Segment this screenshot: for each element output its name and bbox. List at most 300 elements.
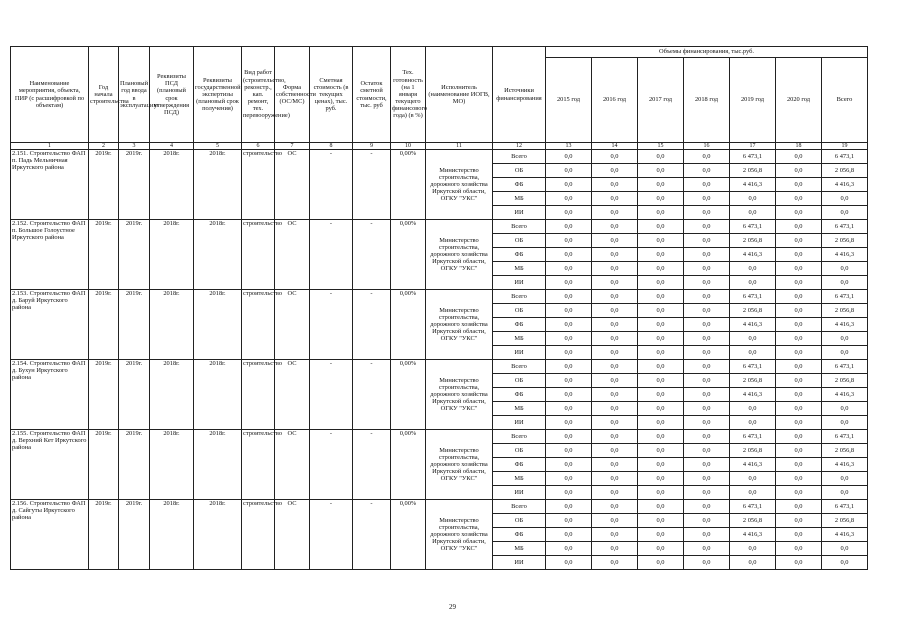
amount-year: 0,0 xyxy=(776,318,822,332)
amount-year: 0,0 xyxy=(546,192,592,206)
amount-year: 4 416,3 xyxy=(730,458,776,472)
amount-year: 4 416,3 xyxy=(730,318,776,332)
start-year: 2019г. xyxy=(89,360,119,430)
amount-year: 0,0 xyxy=(592,430,638,444)
amount-year: 0,0 xyxy=(638,220,684,234)
ownership: ОС xyxy=(275,290,310,360)
readiness: 0,00% xyxy=(391,500,426,570)
amount-total: 0,0 xyxy=(822,416,868,430)
amount-year: 6 473,1 xyxy=(730,430,776,444)
column-number: 13 xyxy=(546,143,592,150)
amount-year: 0,0 xyxy=(546,388,592,402)
amount-year: 0,0 xyxy=(730,556,776,570)
amount-year: 0,0 xyxy=(684,416,730,430)
amount-year: 0,0 xyxy=(776,374,822,388)
amount-year: 0,0 xyxy=(592,164,638,178)
amount-year: 0,0 xyxy=(684,486,730,500)
amount-year: 0,0 xyxy=(684,276,730,290)
amount-year: 0,0 xyxy=(776,206,822,220)
expertise-date: 2018г. xyxy=(194,430,242,500)
amount-year: 0,0 xyxy=(730,332,776,346)
amount-year: 0,0 xyxy=(638,374,684,388)
funding-source: Всего xyxy=(493,360,546,374)
amount-total: 2 056,8 xyxy=(822,514,868,528)
col-header-year: 2016 год xyxy=(592,58,638,143)
estimated-cost: - xyxy=(310,500,353,570)
work-type: строительство xyxy=(242,220,275,290)
object-name: 2.156. Строительство ФАП д. Сайгуты Иркутского района xyxy=(11,500,89,570)
amount-total: 4 416,3 xyxy=(822,528,868,542)
amount-year: 0,0 xyxy=(776,164,822,178)
funding-source: ИИ xyxy=(493,206,546,220)
amount-year: 6 473,1 xyxy=(730,290,776,304)
funding-source: ФБ xyxy=(493,318,546,332)
amount-year: 0,0 xyxy=(684,374,730,388)
commission-year: 2019г. xyxy=(119,360,150,430)
start-year: 2019г. xyxy=(89,500,119,570)
readiness: 0,00% xyxy=(391,290,426,360)
amount-total: 4 416,3 xyxy=(822,388,868,402)
amount-year: 0,0 xyxy=(638,318,684,332)
amount-total: 4 416,3 xyxy=(822,318,868,332)
amount-year: 0,0 xyxy=(592,374,638,388)
amount-year: 0,0 xyxy=(592,234,638,248)
funding-source: ИИ xyxy=(493,346,546,360)
amount-year: 6 473,1 xyxy=(730,360,776,374)
amount-year: 0,0 xyxy=(546,472,592,486)
amount-year: 2 056,8 xyxy=(730,444,776,458)
col-header-ownership: Форма собственности (ОС/МС) xyxy=(275,47,310,143)
amount-total: 0,0 xyxy=(822,206,868,220)
readiness: 0,00% xyxy=(391,360,426,430)
amount-year: 6 473,1 xyxy=(730,150,776,164)
remaining-cost: - xyxy=(353,430,391,500)
amount-year: 0,0 xyxy=(776,416,822,430)
column-number: 10 xyxy=(391,143,426,150)
object-name: 2.151. Строительство ФАП п. Падь Мельничная Иркутского района xyxy=(11,150,89,220)
estimated-cost: - xyxy=(310,220,353,290)
amount-year: 0,0 xyxy=(546,444,592,458)
amount-year: 0,0 xyxy=(730,206,776,220)
remaining-cost: - xyxy=(353,360,391,430)
amount-year: 2 056,8 xyxy=(730,304,776,318)
amount-year: 0,0 xyxy=(684,192,730,206)
column-number: 4 xyxy=(150,143,194,150)
amount-year: 0,0 xyxy=(730,542,776,556)
readiness: 0,00% xyxy=(391,430,426,500)
amount-year: 0,0 xyxy=(592,262,638,276)
psd-date: 2018г. xyxy=(150,290,194,360)
amount-year: 4 416,3 xyxy=(730,178,776,192)
table-row xyxy=(11,290,868,304)
amount-total: 0,0 xyxy=(822,542,868,556)
funding-source: ФБ xyxy=(493,528,546,542)
col-header-total: Всего xyxy=(822,58,868,143)
column-number: 11 xyxy=(426,143,493,150)
amount-year: 0,0 xyxy=(546,318,592,332)
amount-year: 0,0 xyxy=(592,276,638,290)
page-number: 29 xyxy=(449,603,456,611)
amount-total: 0,0 xyxy=(822,486,868,500)
amount-year: 0,0 xyxy=(546,262,592,276)
amount-year: 0,0 xyxy=(776,528,822,542)
funding-source: МБ xyxy=(493,262,546,276)
amount-year: 0,0 xyxy=(684,514,730,528)
amount-year: 0,0 xyxy=(684,430,730,444)
amount-year: 0,0 xyxy=(546,542,592,556)
amount-year: 0,0 xyxy=(776,542,822,556)
ownership: ОС xyxy=(275,430,310,500)
amount-year: 0,0 xyxy=(776,150,822,164)
amount-year: 0,0 xyxy=(592,178,638,192)
amount-year: 0,0 xyxy=(592,416,638,430)
amount-total: 4 416,3 xyxy=(822,458,868,472)
amount-year: 0,0 xyxy=(592,346,638,360)
amount-year: 0,0 xyxy=(592,542,638,556)
amount-year: 0,0 xyxy=(730,402,776,416)
amount-year: 0,0 xyxy=(684,444,730,458)
amount-year: 0,0 xyxy=(684,290,730,304)
amount-year: 0,0 xyxy=(546,290,592,304)
amount-year: 0,0 xyxy=(776,388,822,402)
amount-year: 0,0 xyxy=(592,458,638,472)
funding-source: ОБ xyxy=(493,164,546,178)
amount-year: 0,0 xyxy=(730,262,776,276)
col-header-year: 2018 год xyxy=(684,58,730,143)
amount-year: 0,0 xyxy=(638,472,684,486)
amount-year: 0,0 xyxy=(638,206,684,220)
funding-source: Всего xyxy=(493,430,546,444)
amount-year: 0,0 xyxy=(684,164,730,178)
amount-year: 0,0 xyxy=(776,220,822,234)
amount-year: 0,0 xyxy=(592,472,638,486)
start-year: 2019г. xyxy=(89,150,119,220)
funding-source: МБ xyxy=(493,192,546,206)
work-type: строительство xyxy=(242,500,275,570)
work-type: строительство xyxy=(242,360,275,430)
estimated-cost: - xyxy=(310,290,353,360)
financing-volume-header: Объемы финансирования, тыс.руб. xyxy=(546,47,868,58)
amount-year: 0,0 xyxy=(546,234,592,248)
amount-year: 0,0 xyxy=(592,402,638,416)
object-name: 2.152. Строительство ФАП п. Большое Голоустное Иркутского района xyxy=(11,220,89,290)
amount-year: 0,0 xyxy=(684,402,730,416)
amount-year: 0,0 xyxy=(776,276,822,290)
amount-year: 0,0 xyxy=(730,192,776,206)
amount-year: 0,0 xyxy=(592,444,638,458)
funding-source: ФБ xyxy=(493,458,546,472)
amount-year: 0,0 xyxy=(638,444,684,458)
amount-year: 0,0 xyxy=(638,346,684,360)
amount-year: 4 416,3 xyxy=(730,388,776,402)
amount-total: 6 473,1 xyxy=(822,500,868,514)
amount-year: 0,0 xyxy=(638,486,684,500)
commission-year: 2019г. xyxy=(119,290,150,360)
funding-source: ОБ xyxy=(493,234,546,248)
amount-year: 0,0 xyxy=(776,346,822,360)
amount-year: 0,0 xyxy=(546,360,592,374)
amount-year: 0,0 xyxy=(546,500,592,514)
amount-year: 0,0 xyxy=(638,276,684,290)
amount-year: 0,0 xyxy=(684,304,730,318)
amount-year: 0,0 xyxy=(776,262,822,276)
col-header-year: 2015 год xyxy=(546,58,592,143)
amount-year: 6 473,1 xyxy=(730,500,776,514)
object-name: 2.155. Строительство ФАП д. Верхний Кет Иркутского района xyxy=(11,430,89,500)
amount-total: 0,0 xyxy=(822,192,868,206)
funding-source: МБ xyxy=(493,472,546,486)
amount-year: 0,0 xyxy=(638,290,684,304)
column-number: 5 xyxy=(194,143,242,150)
executor: Министерство строительства, дорожного хозяйства Иркутской области, ОГКУ "УКС" xyxy=(426,430,493,500)
amount-year: 0,0 xyxy=(638,388,684,402)
amount-year: 0,0 xyxy=(684,346,730,360)
financing-table xyxy=(10,46,868,570)
amount-year: 0,0 xyxy=(592,192,638,206)
amount-year: 0,0 xyxy=(684,360,730,374)
amount-year: 0,0 xyxy=(592,318,638,332)
column-number: 6 xyxy=(242,143,275,150)
funding-source: ФБ xyxy=(493,178,546,192)
start-year: 2019г. xyxy=(89,220,119,290)
amount-year: 0,0 xyxy=(684,332,730,346)
col-header-year: 2017 год xyxy=(638,58,684,143)
amount-year: 0,0 xyxy=(638,500,684,514)
amount-year: 0,0 xyxy=(546,486,592,500)
column-number: 7 xyxy=(275,143,310,150)
funding-source: ИИ xyxy=(493,416,546,430)
column-number: 17 xyxy=(730,143,776,150)
executor: Министерство строительства, дорожного хозяйства Иркутской области, ОГКУ "УКС" xyxy=(426,290,493,360)
amount-year: 0,0 xyxy=(684,458,730,472)
amount-total: 0,0 xyxy=(822,276,868,290)
amount-year: 0,0 xyxy=(638,514,684,528)
amount-year: 0,0 xyxy=(684,178,730,192)
amount-year: 2 056,8 xyxy=(730,234,776,248)
column-number: 14 xyxy=(592,143,638,150)
amount-year: 0,0 xyxy=(592,486,638,500)
amount-year: 0,0 xyxy=(684,556,730,570)
expertise-date: 2018г. xyxy=(194,290,242,360)
amount-year: 0,0 xyxy=(546,178,592,192)
col-header-readiness: Тех. готовность (на 1 января текущего финансового года) (в %) xyxy=(391,47,426,143)
amount-year: 0,0 xyxy=(776,178,822,192)
column-number: 12 xyxy=(493,143,546,150)
amount-year: 0,0 xyxy=(776,472,822,486)
amount-year: 0,0 xyxy=(638,248,684,262)
column-number: 18 xyxy=(776,143,822,150)
amount-year: 0,0 xyxy=(730,416,776,430)
amount-year: 0,0 xyxy=(546,220,592,234)
amount-year: 0,0 xyxy=(776,402,822,416)
col-header-executor: Исполнитель (наименование ИОГВ, МО) xyxy=(426,47,493,143)
amount-year: 0,0 xyxy=(776,430,822,444)
amount-year: 0,0 xyxy=(730,486,776,500)
amount-year: 0,0 xyxy=(546,556,592,570)
expertise-date: 2018г. xyxy=(194,220,242,290)
psd-date: 2018г. xyxy=(150,500,194,570)
amount-year: 0,0 xyxy=(684,220,730,234)
amount-year: 0,0 xyxy=(546,206,592,220)
column-number-row xyxy=(11,143,868,150)
amount-year: 0,0 xyxy=(684,472,730,486)
table-row xyxy=(11,150,868,164)
ownership: ОС xyxy=(275,220,310,290)
funding-source: ОБ xyxy=(493,514,546,528)
column-number: 3 xyxy=(119,143,150,150)
amount-year: 2 056,8 xyxy=(730,164,776,178)
remaining-cost: - xyxy=(353,290,391,360)
column-number: 15 xyxy=(638,143,684,150)
amount-total: 0,0 xyxy=(822,332,868,346)
amount-year: 0,0 xyxy=(546,304,592,318)
amount-year: 0,0 xyxy=(638,164,684,178)
start-year: 2019г. xyxy=(89,290,119,360)
amount-year: 0,0 xyxy=(684,318,730,332)
amount-year: 0,0 xyxy=(546,374,592,388)
amount-year: 0,0 xyxy=(592,304,638,318)
amount-year: 0,0 xyxy=(730,472,776,486)
funding-source: МБ xyxy=(493,402,546,416)
amount-total: 2 056,8 xyxy=(822,164,868,178)
funding-source: Всего xyxy=(493,150,546,164)
amount-year: 0,0 xyxy=(546,164,592,178)
amount-year: 0,0 xyxy=(730,276,776,290)
amount-year: 0,0 xyxy=(638,234,684,248)
ownership: ОС xyxy=(275,150,310,220)
column-number: 2 xyxy=(89,143,119,150)
commission-year: 2019г. xyxy=(119,220,150,290)
amount-year: 0,0 xyxy=(638,192,684,206)
column-number: 16 xyxy=(684,143,730,150)
amount-total: 6 473,1 xyxy=(822,150,868,164)
amount-year: 0,0 xyxy=(546,150,592,164)
amount-year: 0,0 xyxy=(546,416,592,430)
executor: Министерство строительства, дорожного хозяйства Иркутской области, ОГКУ "УКС" xyxy=(426,360,493,430)
amount-year: 0,0 xyxy=(638,402,684,416)
amount-year: 0,0 xyxy=(776,290,822,304)
amount-year: 0,0 xyxy=(638,332,684,346)
expertise-date: 2018г. xyxy=(194,150,242,220)
amount-year: 0,0 xyxy=(638,416,684,430)
amount-year: 2 056,8 xyxy=(730,374,776,388)
amount-year: 2 056,8 xyxy=(730,514,776,528)
amount-year: 0,0 xyxy=(546,402,592,416)
funding-source: ИИ xyxy=(493,276,546,290)
amount-year: 0,0 xyxy=(638,556,684,570)
commission-year: 2019г. xyxy=(119,430,150,500)
col-header-year: 2019 год xyxy=(730,58,776,143)
amount-year: 0,0 xyxy=(776,486,822,500)
psd-date: 2018г. xyxy=(150,220,194,290)
psd-date: 2018г. xyxy=(150,430,194,500)
amount-year: 0,0 xyxy=(638,458,684,472)
ownership: ОС xyxy=(275,500,310,570)
readiness: 0,00% xyxy=(391,150,426,220)
amount-year: 0,0 xyxy=(776,234,822,248)
amount-year: 0,0 xyxy=(776,556,822,570)
amount-year: 0,0 xyxy=(546,514,592,528)
remaining-cost: - xyxy=(353,150,391,220)
object-name: 2.153. Строительство ФАП д. Баруй Иркутского района xyxy=(11,290,89,360)
commission-year: 2019г. xyxy=(119,150,150,220)
amount-year: 0,0 xyxy=(776,360,822,374)
funding-source: ИИ xyxy=(493,486,546,500)
amount-year: 0,0 xyxy=(592,220,638,234)
amount-year: 0,0 xyxy=(684,542,730,556)
amount-year: 0,0 xyxy=(638,178,684,192)
start-year: 2019г. xyxy=(89,430,119,500)
col-header-year: 2020 год xyxy=(776,58,822,143)
amount-year: 0,0 xyxy=(638,360,684,374)
amount-total: 2 056,8 xyxy=(822,374,868,388)
ownership: ОС xyxy=(275,360,310,430)
commission-year: 2019г. xyxy=(119,500,150,570)
work-type: строительство xyxy=(242,290,275,360)
col-header-remaining: Остаток сметной стоимости, тыс. руб xyxy=(353,47,391,143)
amount-year: 0,0 xyxy=(776,514,822,528)
col-header-start: Год начала строительства xyxy=(89,47,119,143)
amount-year: 0,0 xyxy=(592,500,638,514)
estimated-cost: - xyxy=(310,430,353,500)
amount-year: 0,0 xyxy=(546,458,592,472)
amount-total: 0,0 xyxy=(822,472,868,486)
amount-year: 0,0 xyxy=(592,528,638,542)
amount-total: 4 416,3 xyxy=(822,248,868,262)
amount-year: 0,0 xyxy=(776,304,822,318)
amount-year: 0,0 xyxy=(592,360,638,374)
amount-total: 2 056,8 xyxy=(822,304,868,318)
estimated-cost: - xyxy=(310,150,353,220)
amount-year: 0,0 xyxy=(592,290,638,304)
readiness: 0,00% xyxy=(391,220,426,290)
table-row xyxy=(11,360,868,374)
amount-year: 0,0 xyxy=(638,528,684,542)
remaining-cost: - xyxy=(353,500,391,570)
funding-source: МБ xyxy=(493,332,546,346)
amount-year: 0,0 xyxy=(546,248,592,262)
remaining-cost: - xyxy=(353,220,391,290)
amount-total: 2 056,8 xyxy=(822,444,868,458)
column-number: 19 xyxy=(822,143,868,150)
funding-source: Всего xyxy=(493,220,546,234)
amount-year: 0,0 xyxy=(684,234,730,248)
amount-year: 0,0 xyxy=(546,276,592,290)
amount-total: 6 473,1 xyxy=(822,290,868,304)
amount-year: 0,0 xyxy=(684,528,730,542)
psd-date: 2018г. xyxy=(150,360,194,430)
amount-year: 0,0 xyxy=(684,500,730,514)
amount-total: 0,0 xyxy=(822,262,868,276)
funding-source: ОБ xyxy=(493,304,546,318)
estimated-cost: - xyxy=(310,360,353,430)
funding-source: ОБ xyxy=(493,444,546,458)
amount-year: 0,0 xyxy=(776,332,822,346)
funding-source: ФБ xyxy=(493,388,546,402)
amount-year: 0,0 xyxy=(684,248,730,262)
amount-year: 0,0 xyxy=(592,150,638,164)
amount-year: 0,0 xyxy=(592,332,638,346)
funding-source: ФБ xyxy=(493,248,546,262)
amount-year: 0,0 xyxy=(546,528,592,542)
amount-year: 0,0 xyxy=(776,248,822,262)
amount-year: 6 473,1 xyxy=(730,220,776,234)
table-row xyxy=(11,220,868,234)
col-header-est-cost: Сметная стоимость (в текущих ценах), тыс. руб. xyxy=(310,47,353,143)
col-header-expertise: Реквизиты государственной экспертизы (плановый срок получения) xyxy=(194,47,242,143)
work-type: строительство xyxy=(242,430,275,500)
amount-year: 0,0 xyxy=(592,248,638,262)
